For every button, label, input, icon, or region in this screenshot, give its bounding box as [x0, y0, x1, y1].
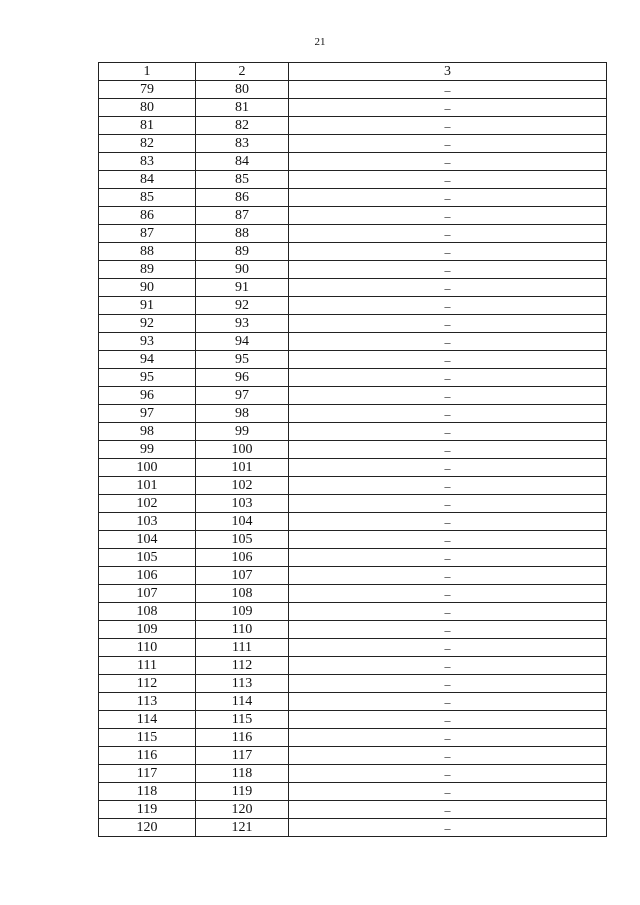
table-cell-col-2: 120: [196, 801, 289, 819]
table-cell-col-1: 84: [99, 171, 196, 189]
table-cell-col-1: 99: [99, 441, 196, 459]
table-cell-col-3: –: [289, 801, 607, 819]
table-cell-col-2: 110: [196, 621, 289, 639]
table-cell-col-2: 102: [196, 477, 289, 495]
table-cell-col-2: 113: [196, 675, 289, 693]
table-cell-col-1: 98: [99, 423, 196, 441]
column-header-3: 3: [289, 63, 607, 81]
table-cell-col-1: 88: [99, 243, 196, 261]
table-cell-col-3: –: [289, 549, 607, 567]
table-row: [99, 117, 607, 135]
table-cell-col-2: 87: [196, 207, 289, 225]
table-row: [99, 135, 607, 153]
table-cell-col-3: –: [289, 459, 607, 477]
table-cell-col-1: 102: [99, 495, 196, 513]
table-cell-col-3: –: [289, 729, 607, 747]
table-cell-col-1: 114: [99, 711, 196, 729]
table-cell-col-2: 118: [196, 765, 289, 783]
table-cell-col-2: 80: [196, 81, 289, 99]
table-row: [99, 513, 607, 531]
table-cell-col-3: –: [289, 567, 607, 585]
table-cell-col-3: –: [289, 369, 607, 387]
table-row: [99, 639, 607, 657]
data-table: [98, 62, 607, 837]
table-row: [99, 531, 607, 549]
table-cell-col-3: –: [289, 621, 607, 639]
table-cell-col-2: 90: [196, 261, 289, 279]
table-cell-col-2: 98: [196, 405, 289, 423]
table-cell-col-1: 106: [99, 567, 196, 585]
table-cell-col-1: 94: [99, 351, 196, 369]
table-cell-col-3: –: [289, 477, 607, 495]
table-cell-col-2: 94: [196, 333, 289, 351]
table-cell-col-3: –: [289, 99, 607, 117]
table-cell-col-2: 101: [196, 459, 289, 477]
table-cell-col-3: –: [289, 693, 607, 711]
table-cell-col-1: 80: [99, 99, 196, 117]
table-cell-col-2: 97: [196, 387, 289, 405]
table-cell-col-3: –: [289, 351, 607, 369]
table-cell-col-3: –: [289, 387, 607, 405]
table-cell-col-1: 118: [99, 783, 196, 801]
table-cell-col-1: 81: [99, 117, 196, 135]
table-row: [99, 243, 607, 261]
table-cell-col-1: 85: [99, 189, 196, 207]
table-cell-col-3: –: [289, 657, 607, 675]
table-cell-col-3: –: [289, 441, 607, 459]
table-cell-col-2: 81: [196, 99, 289, 117]
table-row: [99, 369, 607, 387]
table-row: [99, 801, 607, 819]
table-cell-col-1: 89: [99, 261, 196, 279]
table-cell-col-3: –: [289, 639, 607, 657]
table-cell-col-3: –: [289, 333, 607, 351]
table-cell-col-1: 97: [99, 405, 196, 423]
table-row: [99, 495, 607, 513]
table-row: [99, 585, 607, 603]
table-cell-col-2: 99: [196, 423, 289, 441]
table-row: [99, 189, 607, 207]
page-number: 21: [314, 36, 326, 48]
table-cell-col-3: –: [289, 135, 607, 153]
table-cell-col-2: 121: [196, 819, 289, 837]
table-row: [99, 297, 607, 315]
table-cell-col-3: –: [289, 603, 607, 621]
table-cell-col-1: 90: [99, 279, 196, 297]
table-row: [99, 675, 607, 693]
table-row: [99, 315, 607, 333]
table-row: [99, 387, 607, 405]
table-cell-col-2: 100: [196, 441, 289, 459]
table-cell-col-3: –: [289, 207, 607, 225]
table-row: [99, 405, 607, 423]
table-row: [99, 171, 607, 189]
table-cell-col-1: 100: [99, 459, 196, 477]
table-cell-col-2: 111: [196, 639, 289, 657]
table-cell-col-2: 92: [196, 297, 289, 315]
table-cell-col-2: 105: [196, 531, 289, 549]
table-cell-col-3: –: [289, 279, 607, 297]
table-cell-col-3: –: [289, 405, 607, 423]
table-cell-col-1: 113: [99, 693, 196, 711]
table-cell-col-2: 93: [196, 315, 289, 333]
table-cell-col-2: 107: [196, 567, 289, 585]
table-cell-col-1: 82: [99, 135, 196, 153]
table-cell-col-1: 87: [99, 225, 196, 243]
table-cell-col-1: 79: [99, 81, 196, 99]
table-cell-col-2: 83: [196, 135, 289, 153]
table-row: [99, 783, 607, 801]
table-row: [99, 819, 607, 837]
table-cell-col-1: 117: [99, 765, 196, 783]
table-cell-col-1: 107: [99, 585, 196, 603]
table-cell-col-1: 109: [99, 621, 196, 639]
table-row: [99, 603, 607, 621]
table-cell-col-1: 96: [99, 387, 196, 405]
table-cell-col-2: 104: [196, 513, 289, 531]
table-header: [99, 63, 607, 81]
table-cell-col-3: –: [289, 495, 607, 513]
table-cell-col-3: –: [289, 585, 607, 603]
table-row: [99, 747, 607, 765]
table-row: [99, 621, 607, 639]
table-cell-col-3: –: [289, 711, 607, 729]
table-cell-col-2: 115: [196, 711, 289, 729]
table-cell-col-1: 101: [99, 477, 196, 495]
table-row: [99, 261, 607, 279]
table-cell-col-1: 119: [99, 801, 196, 819]
table-cell-col-1: 95: [99, 369, 196, 387]
table-cell-col-1: 104: [99, 531, 196, 549]
table-cell-col-2: 103: [196, 495, 289, 513]
table-cell-col-1: 83: [99, 153, 196, 171]
table-cell-col-1: 111: [99, 657, 196, 675]
table-cell-col-2: 109: [196, 603, 289, 621]
table-cell-col-3: –: [289, 297, 607, 315]
table-cell-col-1: 93: [99, 333, 196, 351]
table-cell-col-2: 112: [196, 657, 289, 675]
table-row: [99, 765, 607, 783]
table-cell-col-2: 84: [196, 153, 289, 171]
table-row: [99, 459, 607, 477]
table-cell-col-3: –: [289, 819, 607, 837]
column-header-1: 1: [99, 63, 196, 81]
table-cell-col-2: 116: [196, 729, 289, 747]
table-cell-col-1: 92: [99, 315, 196, 333]
table-cell-col-1: 110: [99, 639, 196, 657]
table-cell-col-3: –: [289, 153, 607, 171]
table-cell-col-2: 114: [196, 693, 289, 711]
table-row: [99, 729, 607, 747]
table-row: [99, 441, 607, 459]
table-cell-col-3: –: [289, 171, 607, 189]
table-row: [99, 567, 607, 585]
table-cell-col-1: 105: [99, 549, 196, 567]
table-cell-col-1: 91: [99, 297, 196, 315]
table-cell-col-1: 112: [99, 675, 196, 693]
table-row: [99, 351, 607, 369]
table-row: [99, 711, 607, 729]
table-row: [99, 81, 607, 99]
table-cell-col-2: 82: [196, 117, 289, 135]
table-row: [99, 225, 607, 243]
table-row: [99, 153, 607, 171]
table-row: [99, 333, 607, 351]
table-cell-col-3: –: [289, 243, 607, 261]
table-cell-col-2: 119: [196, 783, 289, 801]
table-cell-col-3: –: [289, 261, 607, 279]
column-header-2: 2: [196, 63, 289, 81]
table-cell-col-2: 95: [196, 351, 289, 369]
table-cell-col-1: 116: [99, 747, 196, 765]
table-cell-col-2: 91: [196, 279, 289, 297]
table-cell-col-2: 108: [196, 585, 289, 603]
table-cell-col-3: –: [289, 189, 607, 207]
table-cell-col-2: 106: [196, 549, 289, 567]
table-cell-col-2: 86: [196, 189, 289, 207]
table-row: [99, 207, 607, 225]
table-cell-col-3: –: [289, 783, 607, 801]
table-row: [99, 279, 607, 297]
table-cell-col-3: –: [289, 747, 607, 765]
table-cell-col-2: 89: [196, 243, 289, 261]
table-cell-col-2: 117: [196, 747, 289, 765]
table-cell-col-2: 88: [196, 225, 289, 243]
table-row: [99, 549, 607, 567]
table-cell-col-2: 96: [196, 369, 289, 387]
table-row: [99, 99, 607, 117]
table-cell-col-3: –: [289, 513, 607, 531]
table-cell-col-2: 85: [196, 171, 289, 189]
table-row: [99, 477, 607, 495]
table-body: [99, 81, 607, 837]
table-row: [99, 423, 607, 441]
table-cell-col-3: –: [289, 531, 607, 549]
table-cell-col-3: –: [289, 117, 607, 135]
table-cell-col-3: –: [289, 81, 607, 99]
table-row: [99, 693, 607, 711]
table-cell-col-3: –: [289, 225, 607, 243]
table-cell-col-1: 115: [99, 729, 196, 747]
table-row: [99, 657, 607, 675]
table-cell-col-1: 108: [99, 603, 196, 621]
table-cell-col-3: –: [289, 423, 607, 441]
table-cell-col-1: 103: [99, 513, 196, 531]
table-cell-col-1: 86: [99, 207, 196, 225]
table-cell-col-1: 120: [99, 819, 196, 837]
table-cell-col-3: –: [289, 675, 607, 693]
header-row: [99, 63, 607, 81]
table-cell-col-3: –: [289, 765, 607, 783]
table-cell-col-3: –: [289, 315, 607, 333]
